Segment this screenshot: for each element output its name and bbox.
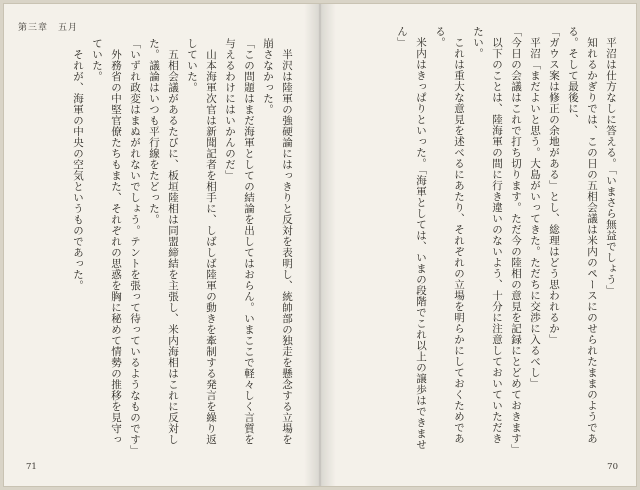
paragraph: 知れるかぎりでは、この日の五相会議は米内のペースにのせられたままのようである。そして最後に、	[567, 26, 598, 444]
book-spread	[4, 4, 636, 486]
chapter-header: 第三章 五月	[18, 23, 79, 33]
page-number: 71	[26, 462, 37, 472]
paragraph: 五相会議があるたびに、板垣陸相は同盟締結を主張し、米内海相はこれに反対した。議論はいつも平行線をたどった。	[148, 38, 179, 445]
paragraph: 外務省の中堅官僚たちもまた、それぞれの思惑を胸に秘めて情勢の推移を見守っていた。	[91, 38, 122, 445]
paragraph: 以下のことは、陸海軍の間に行き違いのないよう、十分に注意しておいていただきたい。	[472, 26, 503, 444]
paragraph: 「今日の会議はこれで打ち切ります。ただ今の陸相の意見を記録にとどめておきます」	[510, 26, 522, 455]
paragraph: 平沼「まだよいと思う。大島がいってきた。ただちに交渉に入るべし」	[529, 36, 541, 389]
paragraph: 「この問題はまだ海軍としての結論を出してはおらん。いまここで軽々しく言質を与えるわけにはいかんのだ」	[224, 38, 255, 445]
paragraph: これは重大な意見を述べるにあたり、それぞれの立場を明らかにしておくためである。	[434, 26, 465, 444]
paragraph: それが、海軍の中央の空気というものであった。	[72, 48, 84, 291]
page-number: 70	[607, 462, 618, 472]
left-page	[4, 4, 320, 486]
left-page-body	[16, 38, 296, 454]
right-page-body	[340, 26, 620, 454]
paragraph: 平沼は仕方なしに答える。「いまさら無益でしょう」	[605, 36, 617, 296]
right-page	[320, 4, 636, 486]
paragraph: 半沢は陸軍の強硬論にはっきりと反対を表明し、統帥部の独走を懸念する立場を崩さなかった。	[262, 38, 293, 445]
paragraph: 「いずれ政変はまぬがれないでしょう。テントを張って待っているようなものです」	[129, 38, 141, 456]
paragraph: 山本海軍次官は新聞記者を相手に、しばしば陸軍の動きを牽制する発言を繰り返していた。	[186, 38, 217, 445]
paragraph: 「ガウス案は修正の余地がある」とし、総理はどう思われるか」	[548, 26, 560, 345]
paragraph: 米内はきっぱりといった。「海軍としては、いまの段階でこれ以上の譲歩はできません」	[396, 26, 427, 450]
